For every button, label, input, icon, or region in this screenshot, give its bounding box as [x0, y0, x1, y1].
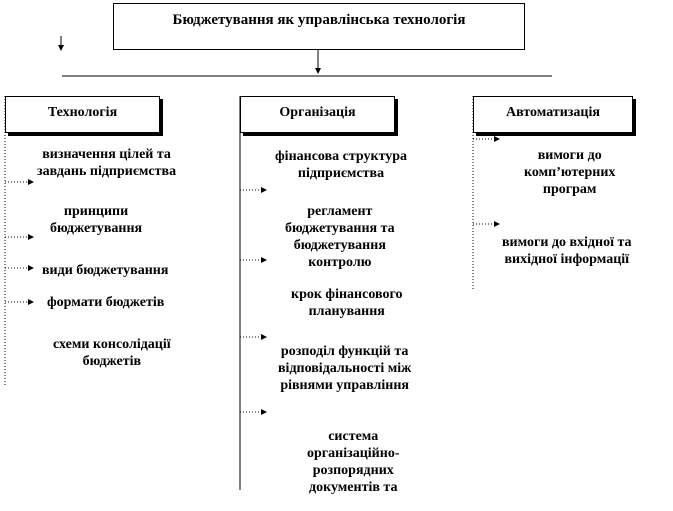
diagram-title: Бюджетування як управлінська технологія: [172, 12, 466, 28]
heading-technology: Технологія: [5, 96, 160, 133]
title-box: [113, 3, 525, 50]
list-item: вимоги до вхідної та вихідної інформації: [502, 235, 632, 267]
list-item: вимоги до комп’ютерних програм: [524, 148, 616, 197]
list-item: фінансова структура підприємства: [275, 149, 408, 181]
list-item: регламент бюджетування та бюджетування контролю: [285, 204, 395, 270]
list-item: визначення цілей та завдань підприємства: [37, 147, 177, 179]
list-item: схеми консолідації бюджетів: [53, 337, 171, 369]
list-item: система організаційно- розпорядних документів та: [307, 429, 400, 495]
list-item: розподіл функцій та відповідальності між рівнями управління: [278, 344, 412, 393]
heading-organization: Організація: [240, 96, 395, 133]
list-item: принципи бюджетування: [50, 204, 143, 236]
list-item: види бюджетування: [42, 263, 169, 278]
heading-automation: Автоматизація: [473, 96, 633, 133]
list-item: крок фінансового планування: [291, 287, 403, 319]
list-item: формати бюджетів: [47, 295, 165, 310]
